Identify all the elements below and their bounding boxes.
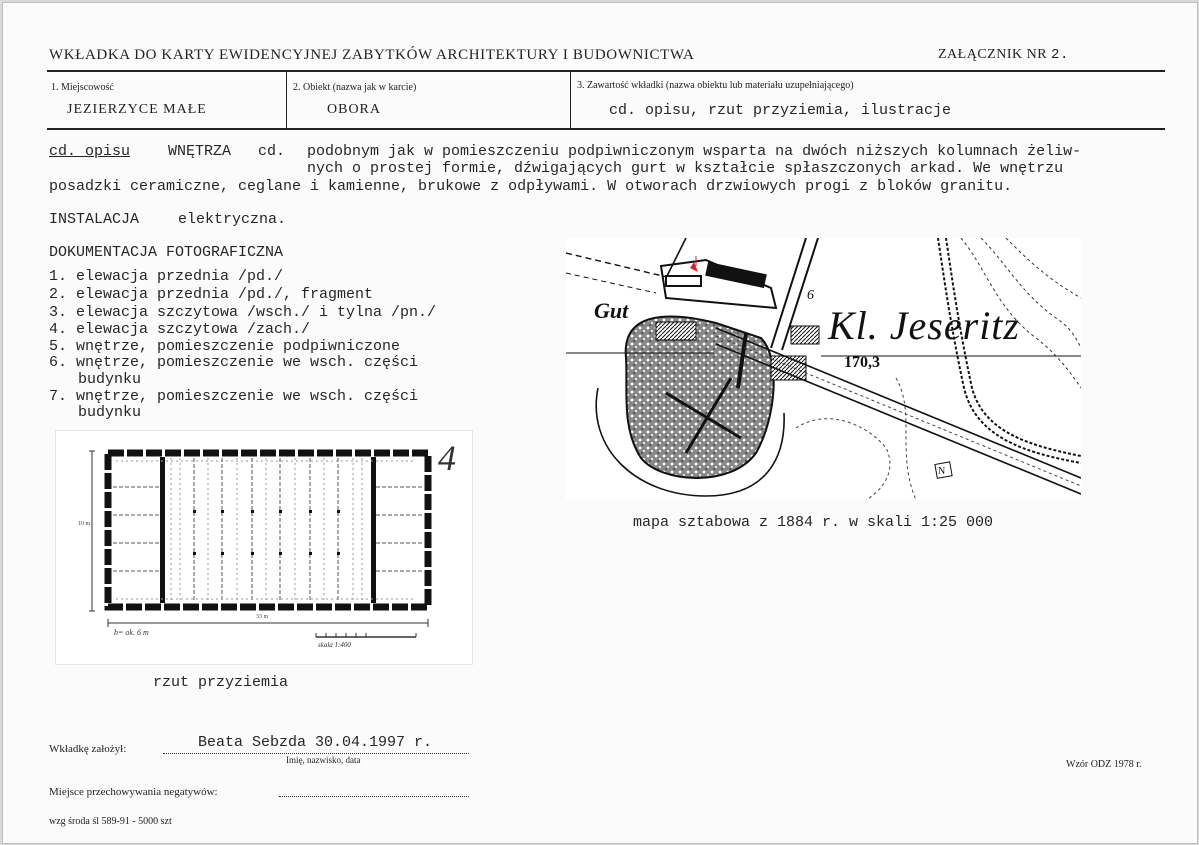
map-label-elevation: 170,3 xyxy=(844,354,880,371)
attachment-number: 2. xyxy=(1051,47,1069,63)
content-label: 3. Zawartość wkładki (nazwa obiektu lub materiału uzupełniającego) xyxy=(577,80,854,91)
photo-item-7-cont: budynku xyxy=(78,404,142,421)
plan-length-note: 33 m xyxy=(256,614,269,620)
plan-scale-note: skala 1:400 xyxy=(318,641,351,649)
storage-dotted-line xyxy=(279,796,469,797)
map-label-number: 6 xyxy=(807,288,814,303)
ground-plan-figure xyxy=(55,430,473,665)
plan-caption: rzut przyziemia xyxy=(153,674,289,691)
photo-item-5: 5. wnętrze, pomieszczenie podpiwniczone xyxy=(49,338,401,355)
interiors-heading: WNĘTRZA xyxy=(168,143,232,160)
place-value: JEZIERZYCE MAŁE xyxy=(67,102,207,117)
content-value: cd. opisu, rzut przyziemia, ilustracje xyxy=(609,102,952,119)
documentation-heading: DOKUMENTACJA FOTOGRAFICZNA xyxy=(49,244,284,261)
photo-item-3: 3. elewacja szczytowa /wsch./ i tylna /pn./ xyxy=(49,304,437,321)
plan-height-note: h= ok. 6 m xyxy=(114,628,149,637)
historic-map-drawing xyxy=(566,238,1081,500)
photo-item-1: 1. elewacja przednia /pd./ xyxy=(49,268,284,285)
founded-value: Beata Sebzda 30.04.1997 r. xyxy=(198,734,433,751)
object-value: OBORA xyxy=(327,102,382,117)
photo-item-7: 7. wnętrze, pomieszczenie we wsch. części xyxy=(49,388,419,405)
description-line-1: podobnym jak w pomieszczeniu podpiwniczonym wsparta na dwóch niższych kolumnach żeliw- xyxy=(307,143,1082,160)
plan-number: 4 xyxy=(438,438,456,478)
installation-heading: INSTALACJA xyxy=(49,211,140,228)
print-note: wzg środa śl 589-91 - 5000 szt xyxy=(49,816,172,827)
map-caption: mapa sztabowa z 1884 r. w skali 1:25 000 xyxy=(633,514,994,531)
storage-label: Miejsce przechowywania negatywów: xyxy=(49,786,218,798)
description-line-3: posadzki ceramiczne, ceglane i kamienne, brukowe z odpływami. W otworach drzwiowych progi z bloków granitu. xyxy=(49,178,1013,195)
model-note: Wzór ODZ 1978 r. xyxy=(1066,759,1142,770)
photo-item-6-cont: budynku xyxy=(78,371,142,388)
plan-width-note: 10 m xyxy=(78,521,91,527)
header-rule xyxy=(47,70,1165,72)
attachment-label-text: ZAŁĄCZNIK NR xyxy=(938,47,1048,62)
object-label: 2. Obiekt (nazwa jak w karcie) xyxy=(293,82,417,93)
founded-label: Wkładkę założył: xyxy=(49,743,127,755)
founded-dotted-line xyxy=(163,753,469,754)
attachment-label xyxy=(938,47,1069,63)
place-label: 1. Miejscowość xyxy=(51,82,114,93)
installation-value: elektryczna. xyxy=(178,211,287,228)
photo-item-2: 2. elewacja przednia /pd./, fragment xyxy=(49,286,374,303)
field-divider-2 xyxy=(570,72,571,128)
sheet-title: WKŁADKA DO KARTY EWIDENCYJNEJ ZABYTKÓW ARCHITEKTURY I BUDOWNICTWA xyxy=(49,47,695,63)
photo-item-4: 4. elewacja szczytowa /zach./ xyxy=(49,321,311,338)
cd-opisu-label: cd. opisu xyxy=(49,143,131,160)
record-sheet xyxy=(2,2,1198,844)
description-line-2: nych o prostej formie, dźwigających gurt w kształcie spłaszczonych arkad. We wnętrzu xyxy=(307,160,1064,177)
map-label-n: N xyxy=(938,466,946,477)
field-divider-1 xyxy=(286,72,287,128)
founded-sublabel: Imię, nazwisko, data xyxy=(286,755,361,765)
historic-map-figure xyxy=(566,238,1081,500)
fields-rule xyxy=(47,128,1165,130)
description-prefix: cd. xyxy=(258,143,286,160)
map-label-place: Kl. Jeseritz xyxy=(828,303,1020,348)
photo-item-6: 6. wnętrze, pomieszczenie we wsch. części xyxy=(49,354,419,371)
map-label-gut: Gut xyxy=(594,298,629,323)
